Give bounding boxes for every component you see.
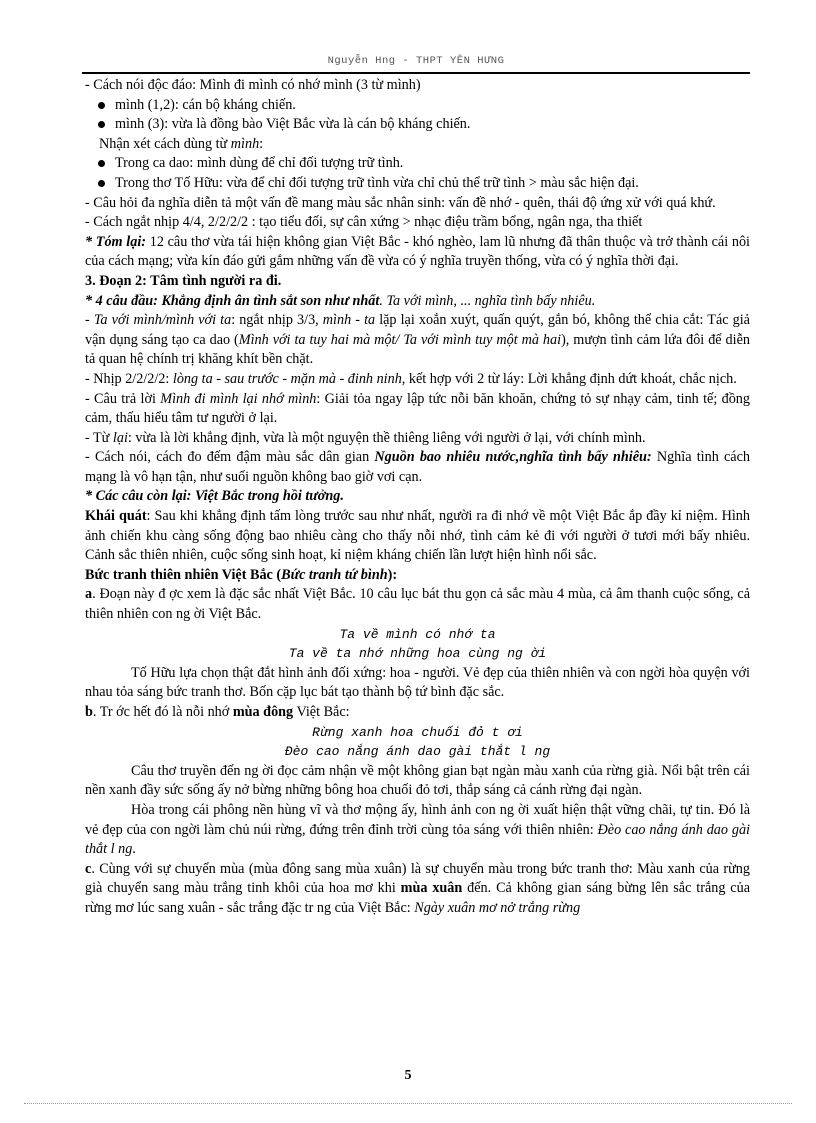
section-heading: 3. Đoạn 2: Tâm tình người ra đi. bbox=[85, 272, 282, 289]
summary-paragraph: * Tóm lại: 12 câu thơ vừa tái hiện không gian Việt Bắc - khó nghèo, lam lũ nhưng đã thân thuộc và trở thành cái nôi của cách mạng; vừa kín đáo gửi gắm những vấn đề vừa có ý nghĩa truyền thống, vừa có ý nghĩa thời đại. bbox=[85, 233, 750, 270]
paragraph: Hòa trong cái phông nền hùng vĩ và thơ mộng ấy, hình ảnh con ng ời xuất hiện thật vững chãi, tự tin. Đó là vẻ đẹp của con ngời làm chủ núi rừng, đứng trên đỉnh trời cùng tỏa sáng với thiên nhiên: Đèo cao nắng ánh dao gài thắt l ng. bbox=[85, 801, 750, 858]
paragraph: Khái quát: Sau khi khẳng định tấm lòng trước sau như nhất, người ra đi nhớ về một Việt Bắc ắp đầy kỉ niệm. Hình ảnh chiến khu càng sống động bao nhiêu càng cho thấy nỗi nhớ, tình cảm kẻ đi với người ở tươi mới bấy nhiêu. Cảnh sắc thiên nhiên, cuộc sống sinh hoạt, kỉ niệm kháng chiến lần lượt hiện hình nổi sắc. bbox=[85, 508, 750, 564]
page-header: Nguyễn Hng - THPT YÊN HƯNG bbox=[327, 55, 505, 67]
poem-line: Đèo cao nắng ánh dao gài thắt l ng bbox=[284, 744, 551, 760]
paragraph: - Câu trả lời Mình đi mình lại nhớ mình: Giải tỏa ngay lập tức nỗi băn khoăn, chứng tỏ sự nhạy cảm, tinh tế; đồng cảm, thấu hiểu tâm tư người ở lại. bbox=[85, 390, 750, 427]
footer-rule bbox=[24, 1103, 792, 1104]
paragraph: a. Đoạn này đ ợc xem là đặc sắc nhất Việt Bắc. 10 câu lục bát thu gọn cả sắc màu 4 mùa, cả âm thanh cuộc sống, cả thiên nhiên con ng ời Việt Bắc. bbox=[85, 586, 750, 623]
bullet-item: mình (1,2): cán bộ kháng chiến. bbox=[85, 96, 750, 116]
poem-line: Ta về mình có nhớ ta bbox=[339, 626, 496, 642]
paragraph: - Cách nói, cách đo đếm đậm màu sắc dân gian Nguồn bao nhiêu nước,nghĩa tình bấy nhiêu: Nghĩa tình cách mạng là vô hạn tận, như suối nguồn không bao giờ vơi cạn. bbox=[85, 449, 750, 485]
paragraph: - Từ lại: vừa là lời khẳng định, vừa là một nguyện thề thiêng liêng với người ở lại, với chính mình. bbox=[85, 429, 646, 446]
page-number: 5 bbox=[404, 1068, 412, 1083]
paragraph: b. Tr ớc hết đó là nỗi nhớ mùa đông Việt Bắc: bbox=[85, 704, 350, 720]
paragraph: - Nhịp 2/2/2/2: lòng ta - sau trước - mặn mà - đinh ninh, kết hợp với 2 từ láy: Lời khẳng định dứt khoát, chắc nịch. bbox=[85, 370, 737, 387]
bullet-item: Trong ca dao: mình dùng để chỉ đối tượng trữ tình. bbox=[85, 154, 750, 174]
bullet-item: mình (3): vừa là đồng bào Việt Bắc vừa là cán bộ kháng chiến. bbox=[85, 115, 750, 135]
paragraph: - Cách ngắt nhịp 4/4, 2/2/2/2 : tạo tiểu đối, sự cân xứng > nhạc điệu trầm bổng, ngân nga, tha thiết bbox=[85, 214, 643, 231]
subheading: * 4 câu đầu: Khẳng định ân tình sắt son như nhất. Ta với mình, ... nghĩa tình bấy nhiêu. bbox=[85, 292, 596, 309]
paragraph: - Ta với mình/mình với ta: ngắt nhịp 3/3, mình - ta lặp lại xoắn xuýt, quấn quýt, gắn bó, không thể chia cắt: Tác giả vận dụng sáng tạo ca dao (Mình với ta tuy hai mà một/ Ta với mình tuy một mà hai), mượn tình cảm lứa đôi để diễn tả quan hệ chính trị khăng khít bền chặt. bbox=[85, 312, 750, 368]
document-body bbox=[85, 76, 750, 919]
subheading: * Các câu còn lại: Việt Bắc trong hồi tưởng. bbox=[85, 488, 344, 505]
paragraph: c. Cùng với sự chuyển mùa (mùa đông sang mùa xuân) là sự chuyển màu trong bức tranh thơ: Màu xanh của rừng già chuyển sang màu trắng tinh khôi của hoa mơ khi mùa xuân đến. Cả không gian sáng bừng lên sắc trắng của rừng mơ lúc sang xuân - sắc trắng đặc tr ng của Việt Bắc: Ngày xuân mơ nở trắng rừng bbox=[85, 860, 750, 916]
subheading: Bức tranh thiên nhiên Việt Bắc (Bức tranh tứ bình): bbox=[85, 566, 398, 583]
paragraph: Nhận xét cách dùng từ mình: bbox=[99, 135, 264, 152]
poem-line: Rừng xanh hoa chuối đỏ t ơi bbox=[312, 724, 523, 740]
paragraph: Câu thơ truyền đến ng ời đọc cảm nhận về một không gian bạt ngàn màu xanh của rừng già. Nổi bật trên cái nền xanh đầy sức sống ấy nở bừng những bông hoa chuối đỏ tơi, thắp sáng cả cánh rừng đại ngàn. bbox=[85, 762, 750, 799]
paragraph: Tố Hữu lựa chọn thật đắt hình ảnh đối xứng: hoa - người. Vẻ đẹp của thiên nhiên và con ngời hòa quyện với nhau tỏa sáng bức tranh thơ. Bốn cặp lục bát tạo thành bộ tứ bình đặc sắc. bbox=[85, 664, 750, 701]
bullet-item: Trong thơ Tố Hữu: vừa để chỉ đối tượng trữ tình vừa chỉ chủ thể trữ tình > màu sắc hiện đại. bbox=[85, 174, 750, 194]
paragraph: - Cách nói độc đáo: Mình đi mình có nhớ mình (3 từ mình) bbox=[85, 77, 421, 93]
paragraph: - Câu hỏi đa nghĩa diễn tả một vấn đề mang màu sắc nhân sinh: vấn đề nhớ - quên, thái độ ứng xử với quá khứ. bbox=[85, 194, 716, 211]
header-rule bbox=[82, 72, 750, 74]
poem-line: Ta về ta nhớ những hoa cùng ng ời bbox=[288, 646, 547, 662]
